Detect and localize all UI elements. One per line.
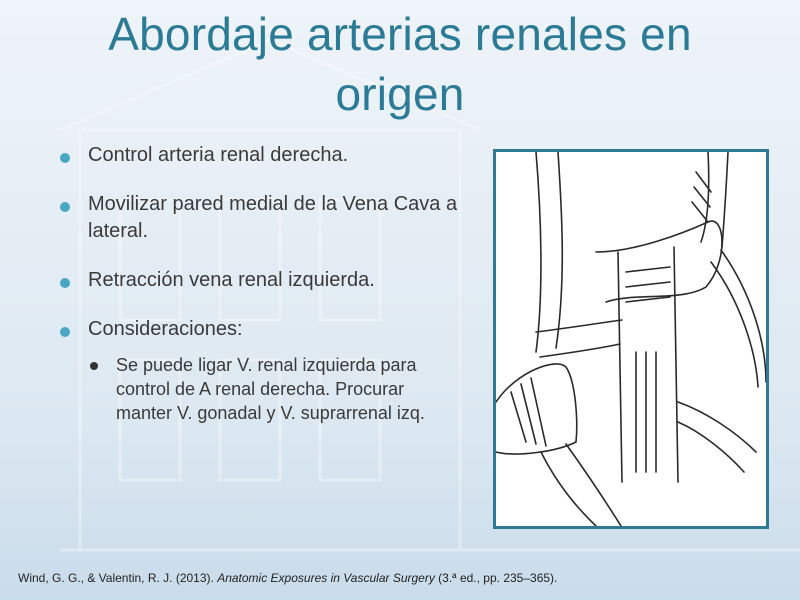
sub-bullet-item: Se puede ligar V. renal izquierda para control de A renal derecha. Procurar manter V. gonadal y V. suprarrenal izq. <box>88 353 456 425</box>
bullet-item <box>58 316 478 425</box>
citation <box>18 571 557 585</box>
citation-book-title: Anatomic Exposures in Vascular Surgery <box>217 571 435 585</box>
bullet-item: Movilizar pared medial de la Vena Cava a lateral. <box>58 191 478 245</box>
bullet-item-label: Consideraciones: <box>88 318 243 340</box>
bullet-item: Retracción vena renal izquierda. <box>58 267 478 294</box>
bullet-list <box>58 142 478 425</box>
page-title: Abordaje arterias renales en origen <box>108 8 692 120</box>
anatomical-figure <box>493 149 769 529</box>
citation-authors: Wind, G. G., & Valentin, R. J. (2013). <box>18 571 218 585</box>
citation-details: (3.ª ed., pp. 235–365). <box>434 571 558 585</box>
sub-bullet-list <box>88 353 478 425</box>
bullet-item: Control arteria renal derecha. <box>58 142 478 169</box>
anatomical-illustration-icon <box>496 152 766 526</box>
